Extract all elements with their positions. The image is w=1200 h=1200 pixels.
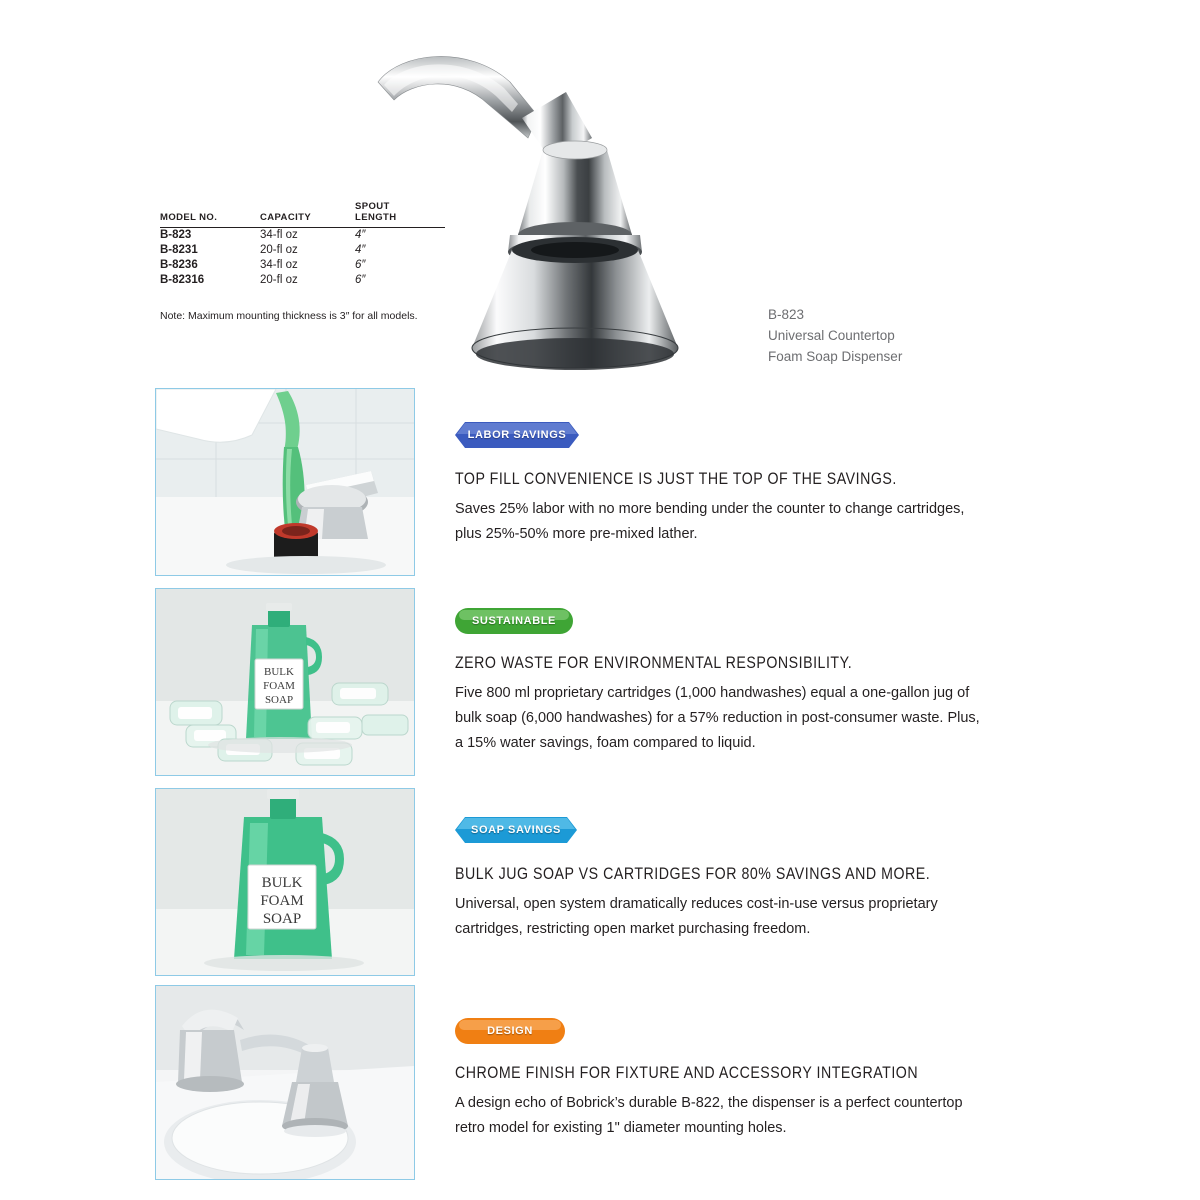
chrome-dispenser-illustration [360, 30, 760, 380]
base-shadow-ring [476, 338, 674, 370]
hero-product-image [360, 30, 760, 380]
hero-caption-model: B-823 [768, 307, 805, 322]
hero-caption [768, 305, 902, 368]
feature-heading: ZERO WASTE FOR ENVIRONMENTAL RESPONSIBILITY. [455, 654, 853, 672]
cell-capacity: 20-fl oz [260, 244, 298, 257]
cell-spout: 6″ [355, 274, 366, 287]
cell-model: B-8236 [160, 259, 198, 272]
badge-sustainable [455, 608, 573, 634]
cell-spout: 4″ [355, 244, 366, 257]
badge-soap-savings [455, 817, 577, 843]
feature-heading: CHROME FINISH FOR FIXTURE AND ACCESSORY INTEGRATION [455, 1064, 919, 1082]
badge-label: SOAP SAVINGS [471, 824, 561, 836]
top-fill-photo-illustration [156, 389, 414, 575]
cell-spout: 6″ [355, 259, 366, 272]
bulk-jug-illustration [156, 789, 414, 975]
feature-body: Five 800 ml proprietary cartridges (1,000 handwashes) equal a one-gallon jug of bulk soap (6,000 handwashes) for a 57% reduction in post-consumer waste. Plus, a 15% water savings, foam compared to liquid. [455, 685, 980, 751]
badge-label: SUSTAINABLE [471, 615, 556, 627]
photo-bulk-foam-soap-jug [155, 788, 415, 976]
feature-heading: TOP FILL CONVENIENCE IS JUST THE TOP OF THE SAVINGS. [455, 470, 897, 488]
feature-body: A design echo of Bobrick’s durable B-822, the dispenser is a perfect countertop retro model for existing 1" diameter mounting holes. [455, 1095, 963, 1136]
cell-model: B-8231 [160, 244, 198, 257]
cell-capacity: 34-fl oz [260, 259, 298, 272]
column-header-spout-line1: SPOUT [355, 201, 390, 212]
hero-caption-line3: Foam Soap Dispenser [768, 348, 903, 364]
feature-body: Universal, open system dramatically reduces cost-in-use versus proprietary cartridges, restricting open market purchasing freedom. [455, 896, 938, 937]
hero-caption-line2: Universal Countertop [768, 327, 895, 343]
svg-text:FOAM: FOAM [260, 893, 304, 909]
cell-spout: 4″ [355, 229, 366, 242]
feature-heading: BULK JUG SOAP VS CARTRIDGES FOR 80% SAVINGS AND MORE. [455, 865, 931, 883]
svg-text:BULK: BULK [261, 875, 303, 891]
svg-text:SOAP: SOAP [264, 694, 294, 706]
badge-label: LABOR SAVINGS [467, 429, 567, 441]
cell-model: B-82316 [160, 274, 205, 287]
feature-body: Saves 25% labor with no more bending under the counter to change cartridges, plus 25%-50% more pre-mixed lather. [455, 501, 965, 542]
cell-model: B-823 [160, 229, 192, 242]
column-header-spout-line2: LENGTH [355, 211, 397, 223]
svg-text:SOAP: SOAP [262, 911, 302, 927]
photo-top-fill-green-soap-pour [155, 388, 415, 576]
svg-text:FOAM: FOAM [263, 680, 295, 692]
sink-faucet-illustration [156, 986, 414, 1179]
column-header-capacity: CAPACITY [260, 211, 312, 223]
cell-capacity: 20-fl oz [260, 274, 298, 287]
column-header-model: MODEL NO. [160, 211, 218, 223]
badge-design [455, 1018, 565, 1044]
cell-capacity: 34-fl oz [260, 229, 298, 242]
bulk-and-cartridges-illustration [156, 589, 414, 775]
spec-table-note: Note: Maximum mounting thickness is 3″ for all models. [160, 310, 418, 322]
badge-label: DESIGN [487, 1025, 533, 1037]
photo-bulk-jug-and-cartridges [155, 588, 415, 776]
badge-labor-savings [455, 422, 579, 448]
photo-sink-with-faucet-and-dispenser [155, 985, 415, 1180]
dispenser-top-cap [543, 141, 607, 159]
base-opening-inner [531, 242, 619, 258]
svg-text:BULK: BULK [264, 666, 294, 678]
